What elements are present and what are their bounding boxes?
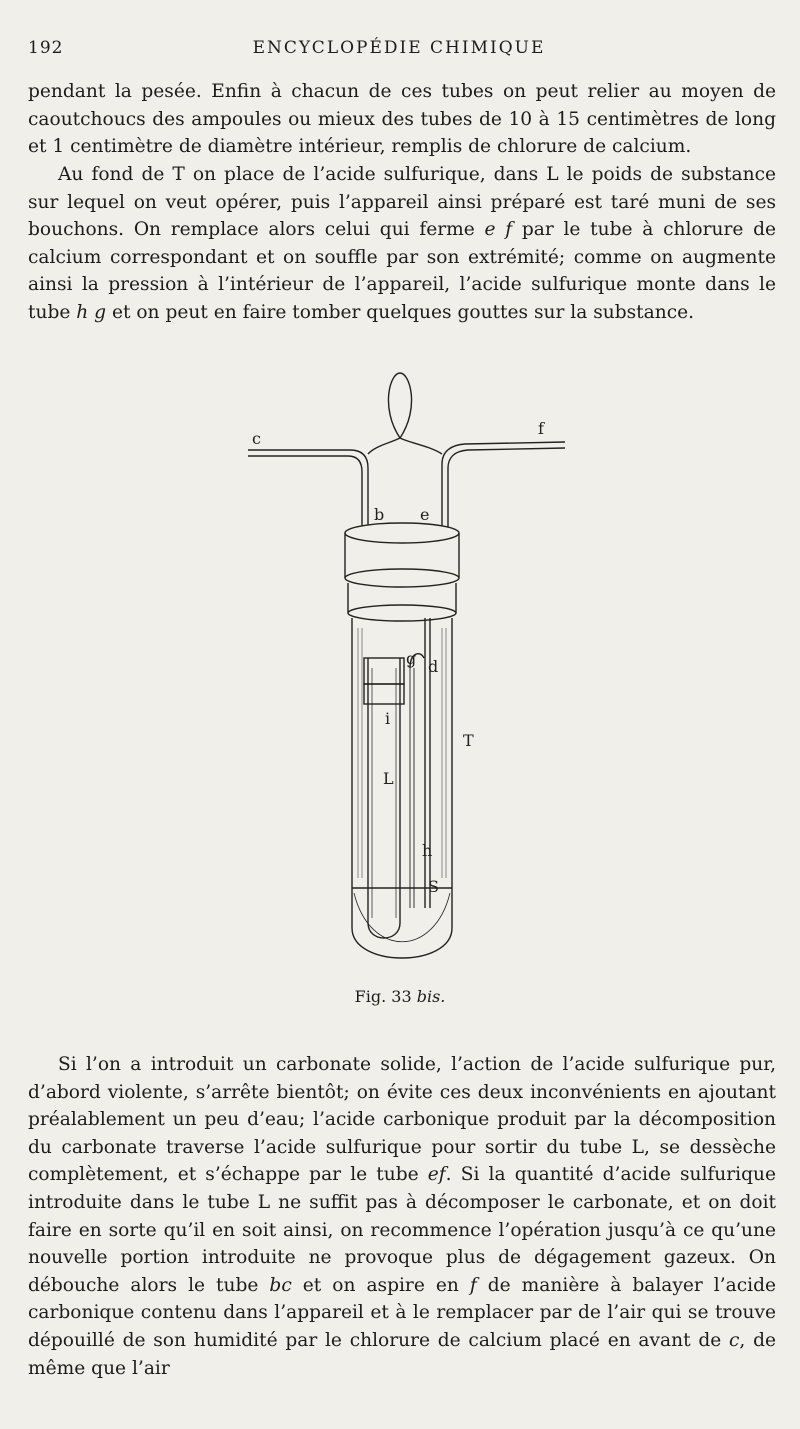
paragraph-3: Si l’on a introduit un carbonate solide, l’action de l’acide sulfurique pur, d’abord violente, s’arrête bientôt; on évite ces deux inconvénients en ajoutant préalablement un peu d’eau; l’acide carbonique produit par la décomposition du carbonate traverse l’acide sulfurique pour sortir du tube L, se dessèche complètement, et s’échappe par le tube ef. Si la quantité d’acide sulfurique introduite dans le tube L ne suffit pas à décomposer le carbonate, et on doit faire en sorte qu’il en soit ainsi, on recommence l’opération jusqu’à ce qu’une nouvelle portion introduite ne provoque plus de dégagement gazeux. On débouche alors le tube bc et on aspire en f de manière à balayer l’acide carbonique contenu dans l’appareil et à le remplacer par de l’air qui se trouve dépouillé de son humidité par le chlorure de calcium placé en avant de c, de même que l’air bbox=[28, 1054, 777, 1379]
paragraph-2: Au fond de T on place de l’acide sulfurique, dans L le poids de substance sur lequel on veut opérer, puis l’appareil ainsi préparé est taré muni de ses bouchons. On remplace alors celui qui ferme e f par le tube à chlorure de calcium correspondant et on souffle par son extrémité; comme on augmente ainsi la pression à l’intérieur de l’appareil, l’acide sulfurique monte dans le tube h g et on peut en faire tomber quelques gouttes sur la substance. bbox=[28, 164, 776, 323]
page-number: 192 bbox=[28, 38, 64, 58]
label-g: g bbox=[406, 649, 417, 668]
apparatus-figure bbox=[230, 368, 590, 1008]
label-c: c bbox=[252, 429, 261, 448]
label-e: e bbox=[420, 505, 430, 524]
label-T: T bbox=[463, 731, 474, 750]
running-head: ENCYCLOPÉDIE CHIMIQUE bbox=[252, 38, 546, 58]
label-f: f bbox=[538, 419, 544, 438]
label-L: L bbox=[383, 769, 394, 788]
label-S: S bbox=[428, 877, 439, 896]
label-i: i bbox=[385, 709, 391, 728]
label-d: d bbox=[428, 657, 439, 676]
figure-caption: Fig. 33 bis. bbox=[354, 987, 446, 1006]
apparatus-drawing bbox=[230, 368, 590, 1008]
label-b: b bbox=[374, 505, 385, 524]
paragraph-1: pendant la pesée. Enfin à chacun de ces tubes on peut relier au moyen de caoutchoucs des ampoules ou mieux des tubes de 10 à 15 centimètres de long et 1 centimètre de diamètre intérieur, remplis de chlorure de calcium. bbox=[28, 81, 776, 158]
page-header bbox=[28, 38, 770, 62]
label-h: h bbox=[422, 841, 433, 860]
